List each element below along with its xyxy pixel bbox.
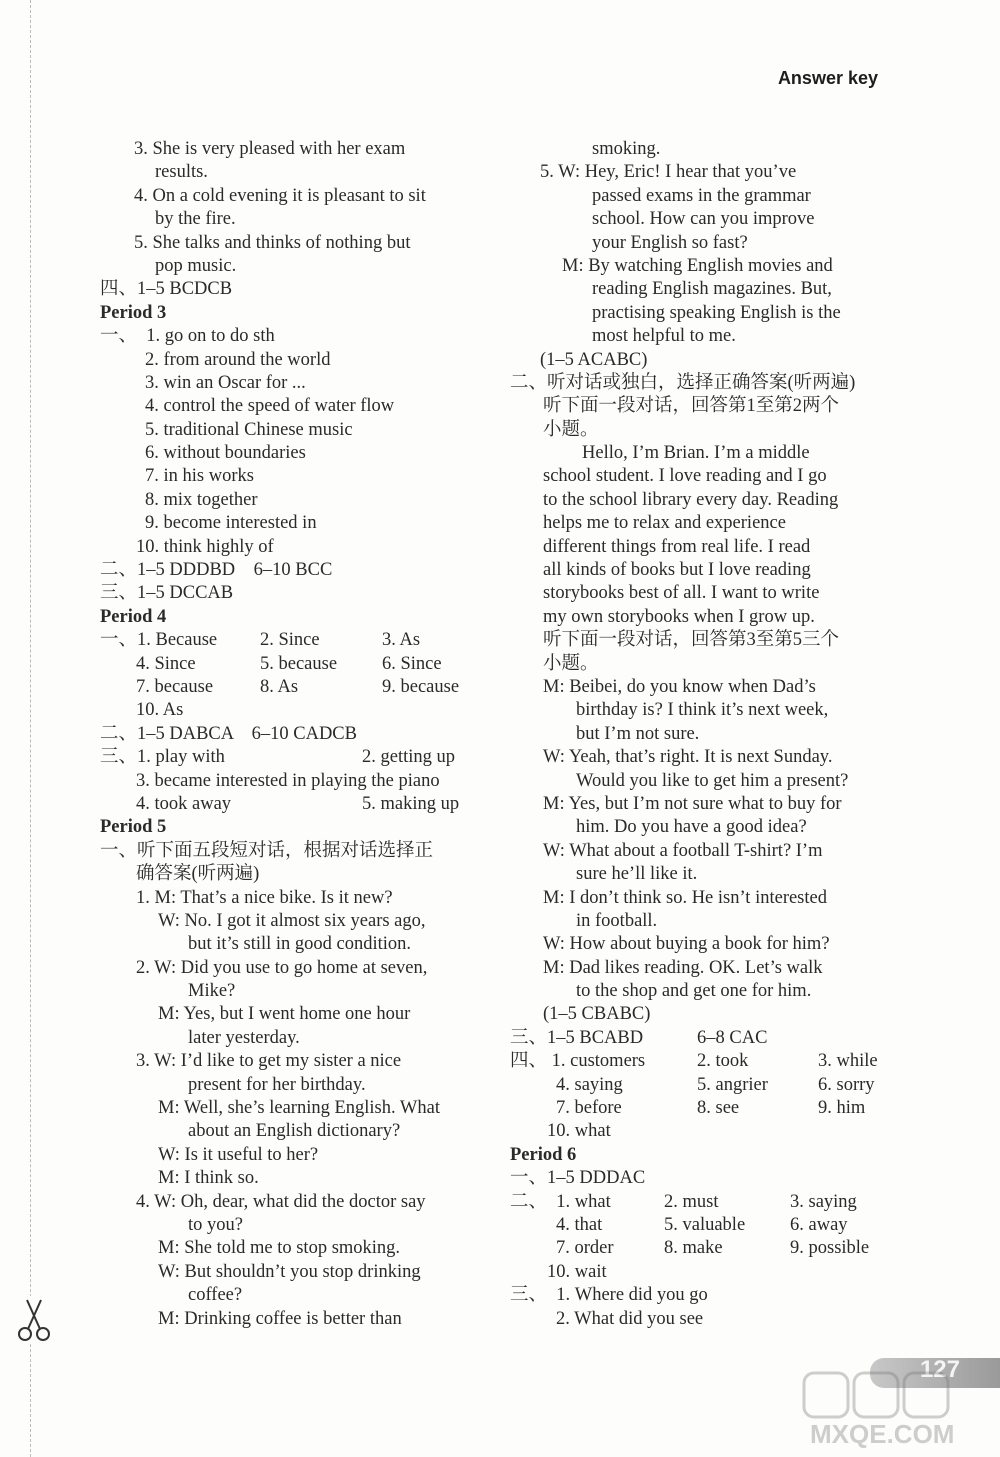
text-line	[510, 1003, 900, 1026]
answer-text: him. Do you have a good idea?	[576, 817, 807, 838]
text-line	[100, 1214, 495, 1237]
answer-text: W: Is it useful to her?	[158, 1144, 319, 1165]
answer-text: M: She told me to stop smoking.	[158, 1238, 401, 1259]
answer-text: 4. On a cold evening it is pleasant to sit	[134, 185, 426, 206]
left-column	[100, 138, 495, 1331]
answer-text: 10. think highly of	[136, 536, 274, 557]
text-line	[510, 349, 900, 372]
text-line	[510, 653, 900, 676]
text-line	[100, 278, 495, 301]
answer-text: W: What about a football T-shirt? I’m	[543, 840, 823, 861]
text-line	[510, 1167, 900, 1190]
answer-text: but I’m not sure.	[576, 723, 700, 744]
text-line	[510, 325, 900, 348]
answer-text: sure he’ll like it.	[576, 864, 698, 885]
answer-text: M: By watching English movies and	[562, 255, 833, 276]
answer-text: your English so fast?	[592, 232, 748, 253]
text-line	[510, 489, 900, 512]
answer-text: M: Yes, but I went home one hour	[158, 1004, 411, 1025]
answer-text: (1–5 ACABC)	[540, 349, 648, 370]
answer-cell: 5. because	[260, 653, 338, 674]
answer-cell: 2. took	[697, 1051, 749, 1072]
answer-cell: 3. As	[382, 630, 421, 651]
text-line	[100, 1003, 495, 1026]
answer-text: 4. W: Oh, dear, what did the doctor say	[136, 1191, 426, 1212]
answer-text: Hello, I’m Brian. I’m a middle	[582, 443, 810, 464]
answer-cell: 9. because	[382, 676, 460, 697]
answer-cell: 4. Since	[136, 653, 196, 674]
answer-text: M: Beibei, do you know when Dad’s	[543, 676, 816, 697]
answer-text: practising speaking English is the	[592, 302, 841, 323]
text-line	[510, 232, 900, 255]
answer-text: 3. W: I’d like to get my sister a nice	[136, 1051, 402, 1072]
answer-text: 10. wait	[547, 1261, 607, 1282]
answer-text: most helpful to me.	[592, 326, 736, 347]
text-line	[510, 1120, 900, 1143]
text-line	[100, 793, 495, 816]
text-line	[100, 957, 495, 980]
text-line	[100, 325, 495, 348]
answer-text: 9. become interested in	[145, 513, 317, 534]
text-line	[100, 465, 495, 488]
answer-text: 4. control the speed of water flow	[145, 396, 395, 417]
answer-text: 5. traditional Chinese music	[145, 419, 353, 440]
text-line	[510, 746, 900, 769]
answer-cell: 7. because	[136, 676, 214, 697]
answer-cell: 6. away	[790, 1214, 848, 1235]
text-line	[100, 676, 495, 699]
text-line	[510, 980, 900, 1003]
text-line	[510, 1308, 900, 1331]
text-line	[100, 1050, 495, 1073]
text-line	[100, 489, 495, 512]
answer-cell: 6–8 CAC	[697, 1027, 768, 1048]
page-number: 127	[919, 1356, 960, 1383]
text-line	[100, 1284, 495, 1307]
text-line	[510, 208, 900, 231]
answer-cell: 5. making up	[362, 793, 460, 814]
answer-text: W: But shouldn’t you stop drinking	[158, 1261, 421, 1282]
answer-cell: 三、1. play with	[100, 747, 225, 768]
text-line	[100, 1074, 495, 1097]
answer-text: 6. without boundaries	[145, 443, 306, 464]
answer-text: 5. She talks and thinks of nothing but	[134, 232, 411, 253]
answer-text: to the shop and get one for him.	[576, 981, 812, 1002]
answer-cell: 5. angrier	[697, 1074, 768, 1095]
text-line	[510, 910, 900, 933]
section-heading: Period 4	[100, 606, 167, 627]
answer-text: 一、 1. go on to do sth	[100, 326, 275, 347]
text-line	[510, 559, 900, 582]
answer-text: my own storybooks when I grow up.	[543, 606, 815, 627]
answer-text: storybooks best of all. I want to write	[543, 583, 820, 604]
text-line	[510, 278, 900, 301]
text-line	[510, 138, 900, 161]
text-line	[100, 536, 495, 559]
text-line	[100, 372, 495, 395]
answer-text: birthday is? I think it’s next week,	[576, 700, 829, 721]
answer-text: 三、 1. Where did you go	[510, 1285, 708, 1306]
text-line	[100, 816, 495, 839]
text-line	[100, 559, 495, 582]
answer-text: about an English dictionary?	[188, 1121, 401, 1142]
text-line	[510, 933, 900, 956]
text-line	[510, 1097, 900, 1120]
text-line	[510, 816, 900, 839]
answer-text: 2. from around the world	[145, 349, 331, 370]
answer-cell: 4. saying	[556, 1074, 623, 1095]
section-heading: Period 3	[100, 302, 167, 323]
text-line	[510, 770, 900, 793]
text-line	[100, 606, 495, 629]
answer-text: different things from real life. I read	[543, 536, 811, 557]
right-column	[510, 138, 900, 1331]
answer-text: 四、1–5 BCDCB	[100, 279, 233, 300]
answer-text: 8. mix together	[145, 489, 258, 510]
svg-text:MXQE.COM: MXQE.COM	[810, 1419, 955, 1449]
text-line	[100, 1027, 495, 1050]
answer-text: M: Dad likes reading. OK. Let’s walk	[543, 957, 823, 978]
answer-text: results.	[155, 162, 208, 183]
answer-cell: 二、 1. what	[510, 1191, 611, 1212]
answer-text: to the school library every day. Reading	[543, 489, 839, 510]
text-line	[510, 302, 900, 325]
answer-text: M: I think so.	[158, 1168, 259, 1189]
answer-text: school. How can you improve	[592, 209, 815, 230]
text-line	[100, 1191, 495, 1214]
answer-cell: 6. sorry	[818, 1074, 875, 1095]
answer-text: to you?	[188, 1214, 243, 1235]
text-line	[510, 1074, 900, 1097]
text-line	[510, 723, 900, 746]
text-line	[100, 302, 495, 325]
text-line	[100, 746, 495, 769]
text-line	[100, 1261, 495, 1284]
text-line	[510, 1237, 900, 1260]
answer-text: in football.	[576, 910, 658, 931]
text-line	[100, 699, 495, 722]
section-heading: Period 5	[100, 817, 167, 838]
answer-text: 2. What did you see	[556, 1308, 704, 1329]
answer-text: 二、1–5 DABCA 6–10 CADCB	[100, 723, 357, 744]
text-line	[510, 676, 900, 699]
answer-text: W: Yeah, that’s right. It is next Sunday.	[543, 747, 833, 768]
answer-text: 一、1–5 DDDAC	[510, 1168, 646, 1189]
text-line	[510, 1214, 900, 1237]
answer-text: 一、听下面五段短对话，根据对话选择正	[100, 840, 434, 861]
text-line	[510, 793, 900, 816]
text-line	[100, 980, 495, 1003]
answer-text: M: Yes, but I’m not sure what to buy for	[543, 793, 842, 814]
text-line	[100, 933, 495, 956]
answer-cell: 2. getting up	[362, 747, 456, 768]
answer-text: 3. She is very pleased with her exam	[134, 139, 406, 159]
text-line	[510, 1191, 900, 1214]
answer-text: passed exams in the grammar	[592, 185, 811, 206]
answer-text: Mike?	[188, 981, 236, 1002]
answer-text: 小题。	[543, 653, 599, 674]
text-line	[510, 840, 900, 863]
text-line	[100, 1120, 495, 1143]
text-line	[100, 653, 495, 676]
answer-cell: 6. Since	[382, 653, 442, 674]
answer-cell: 9. him	[818, 1098, 866, 1119]
answer-text: 1. M: That’s a nice bike. Is it new?	[136, 887, 393, 908]
text-line	[100, 161, 495, 184]
text-line	[510, 512, 900, 535]
text-line	[510, 699, 900, 722]
answer-cell: 3. while	[818, 1051, 878, 1072]
text-line	[510, 863, 900, 886]
answer-cell: 四、 1. customers	[510, 1051, 646, 1072]
answer-cell: 一、1. Because	[100, 630, 218, 651]
answer-text: 确答案(听两遍)	[136, 864, 260, 885]
answer-text: W: How about buying a book for him?	[543, 934, 830, 955]
answer-text: M: I don’t think so. He isn’t interested	[543, 887, 827, 908]
answer-text: school student. I love reading and I go	[543, 466, 827, 487]
text-line	[100, 629, 495, 652]
answer-key-title: Answer key	[777, 68, 878, 88]
text-line	[100, 512, 495, 535]
answer-cell: 9. possible	[790, 1238, 870, 1259]
answer-cell: 5. valuable	[664, 1214, 746, 1235]
answer-cell: 3. saying	[790, 1191, 857, 1212]
answer-text: 小题。	[543, 419, 599, 440]
text-line	[100, 232, 495, 255]
answer-text: present for her birthday.	[188, 1074, 366, 1095]
text-line	[100, 887, 495, 910]
answer-text: (1–5 CBABC)	[543, 1004, 651, 1025]
answer-text: helps me to relax and experience	[543, 513, 786, 534]
answer-text: 听下面一段对话，回答第3至第5三个	[543, 630, 840, 651]
answer-text: W: No. I got it almost six years ago,	[158, 910, 426, 931]
answer-text: coffee?	[188, 1285, 243, 1306]
text-line	[510, 419, 900, 442]
answer-cell: 8. see	[697, 1098, 740, 1119]
text-line	[510, 1050, 900, 1073]
text-line	[100, 582, 495, 605]
text-line	[510, 1144, 900, 1167]
text-line	[100, 1167, 495, 1190]
answer-text: 2. W: Did you use to go home at seven,	[136, 957, 428, 978]
text-line	[510, 442, 900, 465]
answer-cell: 2. Since	[260, 630, 320, 651]
answer-cell: 4. took away	[136, 793, 232, 814]
text-line	[100, 185, 495, 208]
text-line	[510, 395, 900, 418]
text-line	[100, 1097, 495, 1120]
answer-text: smoking.	[592, 139, 661, 159]
text-line	[510, 629, 900, 652]
text-line	[100, 1144, 495, 1167]
answer-cell: 三、1–5 BCABD	[510, 1027, 644, 1048]
text-line	[510, 1284, 900, 1307]
answer-text: M: Well, she’s learning English. What	[158, 1098, 440, 1119]
answer-text: all kinds of books but I love reading	[543, 560, 811, 581]
answer-text: later yesterday.	[188, 1027, 300, 1048]
text-line	[100, 1237, 495, 1260]
answer-text: 10. As	[136, 700, 184, 721]
text-line	[100, 255, 495, 278]
watermark-logo	[800, 1369, 990, 1449]
text-line	[510, 255, 900, 278]
text-line	[510, 1261, 900, 1284]
answer-text: 二、1–5 DDDBD 6–10 BCC	[100, 560, 333, 581]
text-line	[510, 606, 900, 629]
answer-cell: 7. order	[556, 1238, 614, 1259]
text-line	[100, 1308, 495, 1331]
answer-text: 3. win an Oscar for ...	[145, 372, 306, 393]
answer-text: pop music.	[155, 255, 237, 276]
answer-cell: 8. As	[260, 676, 299, 697]
scissors-icon	[14, 1296, 54, 1344]
text-line	[510, 957, 900, 980]
cut-line	[30, 0, 31, 1457]
answer-text: 10. what	[547, 1121, 611, 1142]
answer-text: by the fire.	[155, 209, 236, 230]
answer-cell: 7. before	[556, 1098, 622, 1119]
answer-cell: 8. make	[664, 1238, 723, 1259]
answer-text: Would you like to get him a present?	[576, 770, 849, 791]
text-line	[100, 395, 495, 418]
answer-text: 三、1–5 DCCAB	[100, 583, 234, 604]
text-line	[100, 442, 495, 465]
text-line	[510, 161, 900, 184]
text-line	[100, 770, 495, 793]
text-line	[100, 840, 495, 863]
text-line	[100, 349, 495, 372]
text-line	[100, 419, 495, 442]
answer-cell: 4. that	[556, 1214, 603, 1235]
text-line	[510, 582, 900, 605]
answer-text: but it’s still in good condition.	[188, 934, 412, 955]
text-line	[100, 208, 495, 231]
answer-text: 7. in his works	[145, 466, 254, 487]
answer-text: 5. W: Hey, Eric! I hear that you’ve	[540, 162, 797, 183]
text-line	[510, 465, 900, 488]
answer-text: M: Drinking coffee is better than	[158, 1308, 402, 1329]
answer-text: 二、听对话或独白，选择正确答案(听两遍)	[510, 372, 856, 393]
text-line	[100, 910, 495, 933]
text-line	[100, 863, 495, 886]
text-line	[510, 372, 900, 395]
answer-text: 听下面一段对话，回答第1至第2两个	[543, 396, 840, 417]
text-line	[510, 185, 900, 208]
answer-text: reading English magazines. But,	[592, 279, 832, 300]
text-line	[100, 138, 495, 161]
text-line	[510, 536, 900, 559]
text-line	[100, 723, 495, 746]
text-line	[510, 1027, 900, 1050]
answer-cell: 2. must	[664, 1191, 719, 1212]
answer-text: 3. became interested in playing the piano	[136, 770, 440, 791]
section-heading: Period 6	[510, 1144, 577, 1165]
text-line	[510, 887, 900, 910]
